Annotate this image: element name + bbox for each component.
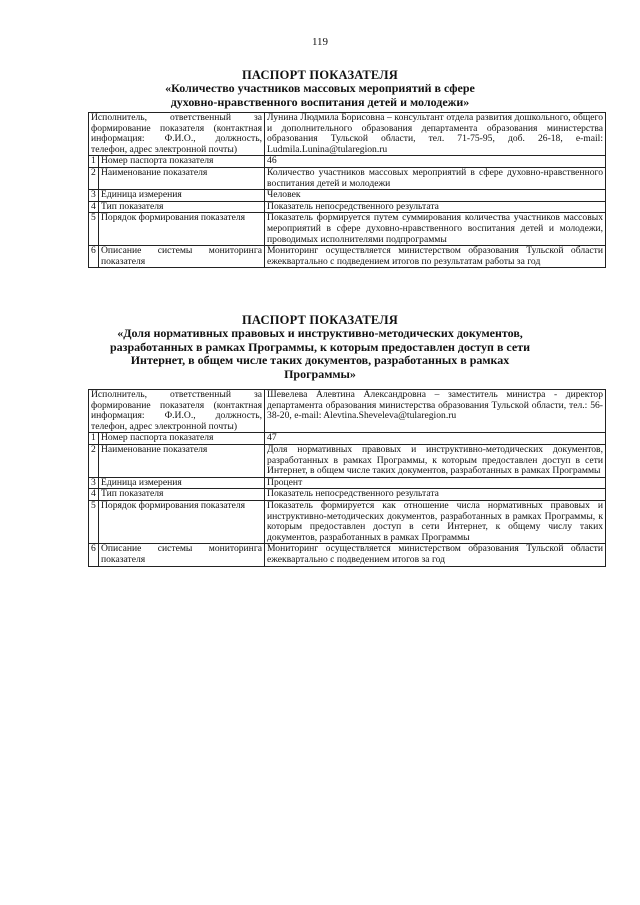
row-number: 2 [89, 167, 99, 189]
row-label: Порядок формирования показателя [99, 500, 265, 543]
row-label: Номер паспорта показателя [99, 433, 265, 445]
passport-2-title-line: разработанных в рамках Программы, к которым предоставлен доступ в сети [109, 339, 531, 354]
row-value: Показатель непосредственного результата [265, 201, 606, 213]
table-row [89, 444, 606, 477]
table-row [89, 113, 606, 156]
row-number: 5 [89, 500, 99, 543]
table-row [89, 201, 606, 213]
page-number: 119 [311, 36, 329, 48]
executor-label: Исполнитель, ответственный за формирование показателя (контактная информация: Ф.И.О., должность, телефон, адрес электронной почты) [89, 390, 265, 433]
row-label: Наименование показателя [99, 444, 265, 477]
passport-2-title-line: «Доля нормативных правовых и инструктивно-методических документов, [117, 326, 523, 340]
row-label: Номер паспорта показателя [99, 156, 265, 168]
table-row [89, 477, 606, 489]
passport-2-table [88, 389, 606, 567]
table-row [89, 544, 606, 566]
passport-2-heading: ПАСПОРТ ПОКАЗАТЕЛЯ [241, 313, 399, 327]
row-number: 1 [89, 433, 99, 445]
row-number: 3 [89, 477, 99, 489]
passport-2-title-line: Интернет, в общем числе таких документов, разработанных в рамках [130, 353, 510, 367]
executor-value: Лунина Людмила Борисовна – консультант отдела развития дошкольного, общего и дополнительного образования департамента образования министерства образования Тульской области, тел. 71-75-95, доб. 26-18, e-mail: Ludmila.Lunina@tularegion.ru [265, 113, 606, 156]
passport-1-title-line: «Количество участников массовых мероприятий в сфере [165, 81, 475, 95]
passport-1-heading: ПАСПОРТ ПОКАЗАТЕЛЯ [241, 68, 399, 82]
row-value: Процент [265, 477, 606, 489]
row-label: Тип показателя [99, 201, 265, 213]
row-value: Мониторинг осуществляется министерством образования Тульской области ежеквартально с подведением итогов по результатам работы за год [265, 246, 606, 268]
table-row [89, 390, 606, 433]
passport-1-title-line: духовно-нравственного воспитания детей и молодежи» [170, 94, 470, 109]
table-row [89, 500, 606, 543]
executor-value: Шевелева Алевтина Александровна – заместитель министра - директор департамента образования министерства образования Тульской области, тел.: 56-38-20, e-mail: Alevtina.Sheveleva@tularegion.ru [265, 390, 606, 433]
row-label: Наименование показателя [99, 167, 265, 189]
row-value: Человек [265, 190, 606, 202]
row-number: 3 [89, 190, 99, 202]
passport-2-title-line: Программы» [284, 366, 356, 381]
table-row [89, 213, 606, 246]
table-row [89, 167, 606, 189]
row-value: 46 [265, 156, 606, 168]
passport-1-title-block [80, 68, 560, 109]
passport-1-table [88, 112, 606, 268]
row-value: Показатель формируется как отношение числа нормативных правовых и инструктивно-методических документов, разработанных в рамках Программы, к которым предоставлен доступ в сети Интернет, к общему числу таких документов, разработанных в рамках Программы [265, 500, 606, 543]
table-row [89, 190, 606, 202]
row-label: Единица измерения [99, 190, 265, 202]
row-label: Порядок формирования показателя [99, 213, 265, 246]
row-label: Описание системы мониторинга показателя [99, 544, 265, 566]
table-row [89, 156, 606, 168]
row-number: 4 [89, 201, 99, 213]
row-label: Единица измерения [99, 477, 265, 489]
row-value: Показатель формируется путем суммирования количества участников массовых мероприятий в сфере духовно-нравственного воспитания детей и молодежи, проводимых исполнителями подпрограммы [265, 213, 606, 246]
row-value: Мониторинг осуществляется министерством образования Тульской области ежеквартально с подведением итогов за год [265, 544, 606, 566]
row-number: 5 [89, 213, 99, 246]
row-label: Тип показателя [99, 489, 265, 501]
executor-label: Исполнитель, ответственный за формирование показателя (контактная информация: Ф.И.О., должность, телефон, адрес электронной почты) [89, 113, 265, 156]
passport-2-title-block [70, 313, 570, 381]
row-value: 47 [265, 433, 606, 445]
row-value: Доля нормативных правовых и инструктивно-методических документов, разработанных в рамках Программы, к которым предоставлен доступ в сети Интернет, в общем числе таких документов, разработанных в рамках Программы [265, 444, 606, 477]
row-number: 6 [89, 544, 99, 566]
row-label: Описание системы мониторинга показателя [99, 246, 265, 268]
row-number: 1 [89, 156, 99, 168]
table-row [89, 246, 606, 268]
table-row [89, 489, 606, 501]
row-number: 2 [89, 444, 99, 477]
row-value: Показатель непосредственного результата [265, 489, 606, 501]
row-number: 4 [89, 489, 99, 501]
table-row [89, 433, 606, 445]
row-number: 6 [89, 246, 99, 268]
row-value: Количество участников массовых мероприятий в сфере духовно-нравственного воспитания детей и молодежи [265, 167, 606, 189]
